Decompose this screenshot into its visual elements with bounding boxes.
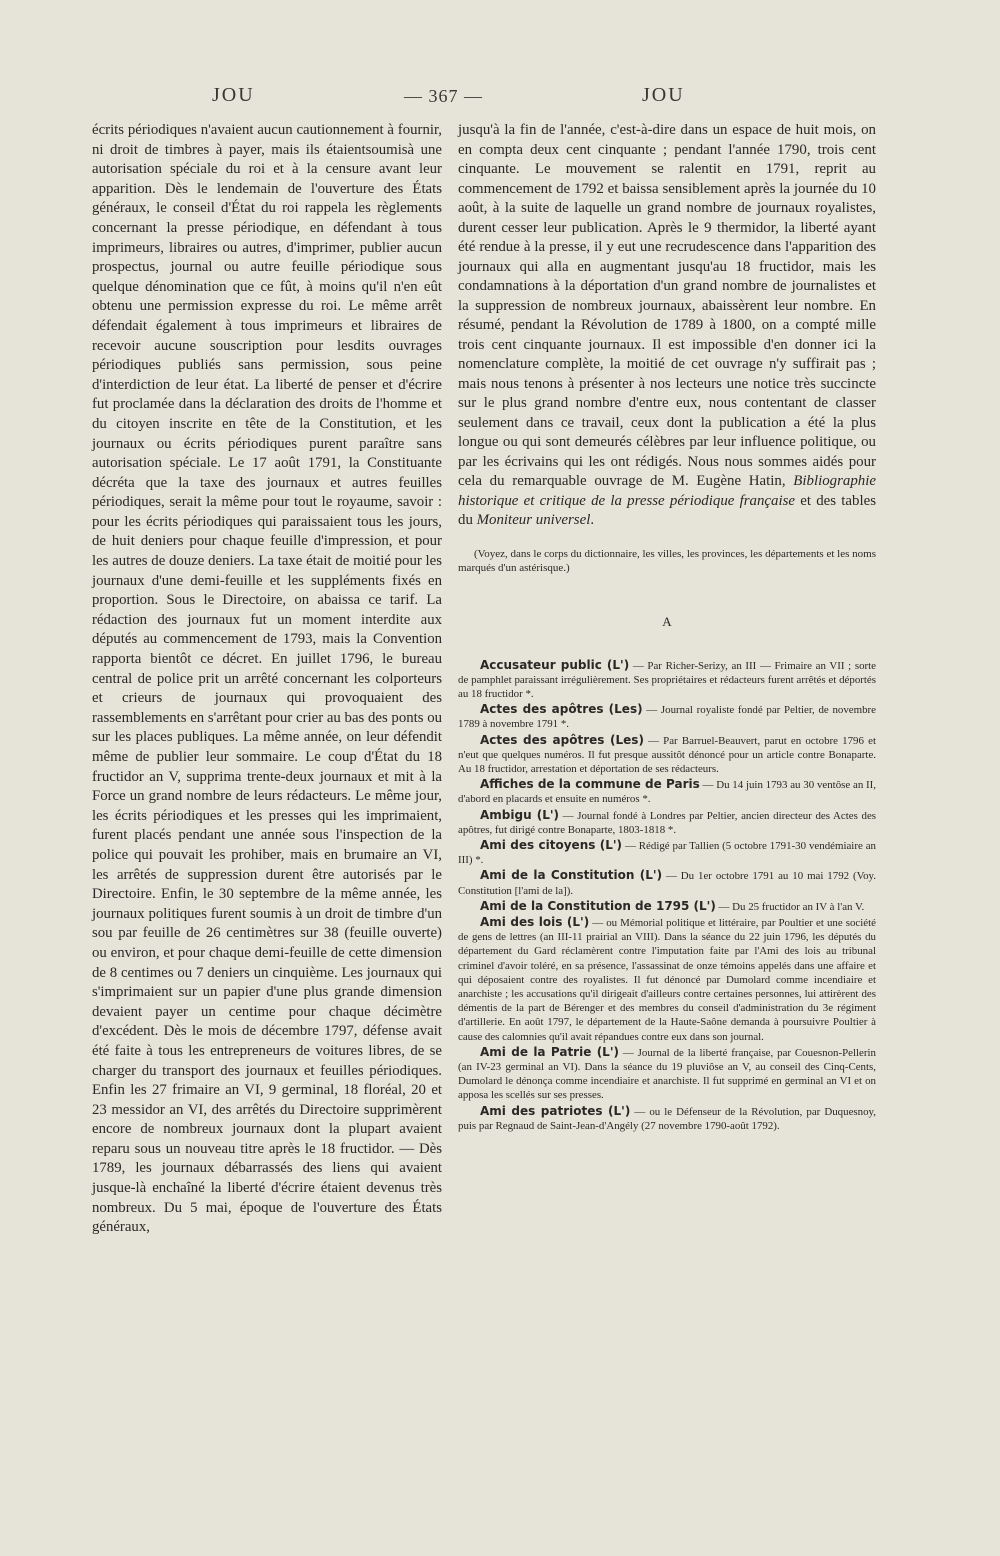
left-column-text [92,121,442,1238]
entry-title: Affiches de la commune de Paris [480,777,700,792]
entry-text: — Rédigé par Tallien (5 octobre 1791-30 vendémiaire an III) *. [458,839,876,867]
journal-entry [458,777,876,806]
entry-text: — Journal de la liberté française, par Couesnon-Pellerin (an IV-23 germinal an VI). Dans la séance du 19 pluviôse an V, au conseil des Cinq-Cents, Dumolard le dénonça comme incendiaire et anarchiste. Il fut supprimé en germinal an VI et on apposa les scellés sur ses presses. [458,1046,876,1102]
journal-entry [458,658,876,702]
right-paragraph-end: . [590,512,595,528]
reference-note: (Voyez, dans le corps du dictionnaire, les villes, les provinces, les départements et les noms marqués d'un astérisque.) [458,547,876,574]
journal-entry [458,915,876,1044]
entry-text: — ou Mémorial politique et littéraire, par Poultier et une société de gens de lettres (an III-11 prairial an VIII). Dans la séance du 22 juin 1796, les députés du département du Gard réclamèrent contre l'imputation faite par l'Ami des lois au tribunal criminel d'avoir toléré, en sa présence, l'assassinat de onze témoins appelés dans une affaire et qui déposaient contre des royalistes. Il fut dénoncé par Dumolard comme incendiaire et anarchiste ; les accusations qu'il dirigeait d'ailleurs contre certaines personnes, lui attirèrent des démentis de la part de Bérenger et des membres du conseil d'administration du 3e régiment d'artillerie. En août 1797, le département de la Haute-Saône demanda à poursuivre Poultier à cause des calomnies qu'il avait répandues contre eux dans son journal. [458,916,876,1043]
entry-text: — Du 14 juin 1793 au 30 ventôse an II, d'abord en placards et ensuite en numéros *. [458,779,877,806]
left-column [92,121,442,1238]
entry-title: Ami de la Patrie (L') [480,1044,619,1059]
left-paragraph: écrits périodiques n'avaient aucun cautionnement à fournir, ni droit de timbres à payer, mais ils étaientsoumisà une autorisation spéciale du roi et à la censure avant leur apparition. Dès le lendemain de l'ouverture des États généraux, le conseil d'État du roi rappela les règlements concernant la presse périodique, en défendant à tous imprimeurs, libraires ou autres, d'imprimer, publier aucun prospectus, journal ou autre feuille périodique sous quelque dénomination que ce fût, à moins qu'il n'en eût obtenu une permission expresse du roi. Le même arrêt défendait également à tous imprimeurs et libraires de recevoir aucune souscription pour lesdits ouvrages périodiques publiés sans permission, sous peine d'interdiction de leur état. La liberté de penser et d'écrire fut proclamée dans la déclaration des droits de l'homme et du citoyen inscrite en tête de la Constitution, et les journaux ou écrits périodiques purent paraître sans autorisation spéciale. Le 17 août 1791, la Constituante décréta que la taxe des journaux et autres feuilles périodiques, serait la même pour tout le royaume, savoir : pour les écrits périodiques qui paraissaient tous les jours, de huit deniers pour chaque feuille d'impression, et pour les autres de douze deniers. La taxe était de moitié pour les journaux d'une demi-feuille et les suppléments fixés en proportion. Sous le Directoire, on abaissa ce tarif. La rédaction des journaux fut un moment interdite aux députés au commencement de 1793, mais la Convention rapporta bientôt ce décret. En juillet 1796, le bureau central de police prit un arrêté concernant les colporteurs et crieurs de journaux qui provoquaient des rassemblements en s'arrêtant pour crier au bas des ponts ou sur les places publiques. La même année, on leur défendit même de publier leur sommaire. Le coup d'État du 18 fructidor an V, supprima trente-deux journaux et mit à la Force un grand nombre de leurs rédacteurs. Le même jour, les écrits périodiques et les presses qui les imprimaient, furent placés pendant une année sous l'inspection de la police qui pouvait les prohiber, mais en brumaire an VI, les arrêtés de suppression durent être autorisés par le Directoire. Enfin, le 30 septembre de la même année, les journaux politiques furent soumis à un droit de timbre d'un sou par feuille de 26 centimètres sur 38 (feuille ouverte) ou environ, et pour chaque demi-feuille de cette dimension de 8 centimes ou 7 deniers un cinquième. Les journaux qui s'imprimaient sur un papier d'une plus grande dimension devaient payer un centime pour chaque décimètre d'excédent. Dès le mois de décembre 1797, défense avait été faite à tous les entrepreneurs de voitures libres, de se charger du transport des journaux et feuilles périodiques. Enfin les 27 frimaire an VI, 9 germinal, 18 floréal, 20 et 23 messidor an VI, des arrêtés du Directoire supprimèrent encore de nombreux journaux dont la plupart avaient reparu sous un nouveau titre après le 18 fructidor. — Dès 1789, les journaux débarrassés des liens qui avaient jusque-là enchaîné la liberté d'écrire étaient devenus très nombreux. Du 5 mai, époque de l'ouverture des États généraux, [92,122,442,1236]
entry-title: Ami de la Constitution de 1795 (L') [480,898,716,913]
right-column [458,121,876,1134]
entry-text: — ou le Défenseur de la Révolution, par Duquesnoy, puis par Regnaud de Saint-Jean-d'Angély (27 novembre 1790-août 1792). [458,1105,876,1132]
journal-entry [458,702,876,731]
journal-entries [458,658,876,1134]
journal-entry [458,733,876,777]
page-header [0,84,1000,114]
right-paragraph-mid: et des tables du [458,492,877,528]
journal-entry [458,899,876,914]
journal-entry [458,808,876,837]
entry-title: Ami de la Constitution (L') [480,868,663,883]
journal-entry [458,1104,876,1133]
entry-text: — Du 25 fructidor an IV à l'an V. [715,900,865,913]
entry-text: — Du 1er octobre 1791 au 10 mai 1792 (Voy. Constitution [l'ami de la]). [458,870,876,897]
right-paragraph [458,121,876,531]
entry-title: Ambigu (L') [480,807,560,822]
entry-title: Ami des patriotes (L') [480,1103,631,1118]
section-letter: A [662,613,672,629]
right-column-text [458,121,876,531]
entry-title: Ami des lois (L') [480,914,590,929]
running-head-right: JOU [642,84,685,106]
journal-entry [458,838,876,867]
entry-title: Accusateur public (L') [480,657,630,672]
cited-work-title: Bibliographie historique et critique de la presse périodique française [458,473,876,509]
journal-entry [458,868,876,897]
cited-work-title-2: Moniteur universel [476,512,591,528]
entry-title: Ami des citoyens (L') [480,837,623,852]
entry-text: — Journal royaliste fondé par Peltier, de novembre 1789 à novembre 1791 *. [458,704,876,731]
entry-text: — Par Barruel-Beauvert, parut en octobre 1796 et n'eut que quelques numéros. Il fut presque aussitôt dénoncé pour un article contre Bonaparte. Au 18 fructidor, arrestation et déportation de ses rédacteurs. [458,734,876,775]
entry-title: Actes des apôtres (Les) [480,732,644,747]
page-number: — 367 — [404,86,483,106]
right-paragraph-text: jusqu'à la fin de l'année, c'est-à-dire dans un espace de huit mois, on en compta deux cent cinquante ; pendant l'année 1790, trois cent cinquante. Le mouvement se ralentit en 1791, reprit au commencement de 1792 et baissa sensiblement après la journée du 10 août, à la suite de laquelle un grand nombre de journaux royalistes, durent cesser leur publication. Après le 9 thermidor, la liberté ayant été rendue à la presse, il y eut une recrudescence dans l'apparition des journaux qui alla en augmentant jusqu'au 18 fructidor, mais les condamnations à la déportation d'un grand nombre de journalistes et la suppression de nombreux journaux, abaissèrent leur nombre. En résumé, pendant la Révolution de 1789 à 1800, on a compté mille trois cent cinquante journaux. Il est impossible d'en donner ici la nomenclature complète, la moitié de cet ouvrage n'y suffirait pas ; mais nous tenons à présenter à nos lecteurs une notice très succincte sur le plus grand nombre d'entre eux, nous contentant de classer seulement dans ce travail, ceux dont la publication a été la plus longue ou qui sont demeurés célèbres par leur influence politique, ou par les écrivains qui les ont rédigés. Nous nous sommes aidés pour cela du remarquable ouvrage de M. Eugène Hatin, [458,122,876,489]
entry-text: — Par Richer-Serizy, an III — Frimaire an VII ; sorte de pamphlet paraissant irrégulièrement. Ses propriétaires et rédacteurs furent arrêtés et déportés au 18 fructidor *. [458,659,877,700]
running-head-left: JOU [212,84,255,106]
journal-entry [458,1045,876,1103]
entry-text: — Journal fondé à Londres par Peltier, ancien directeur des Actes des apôtres, fut dirigé contre Bonaparte, 1803-1818 *. [458,809,877,836]
entry-title: Actes des apôtres (Les) [480,702,643,717]
